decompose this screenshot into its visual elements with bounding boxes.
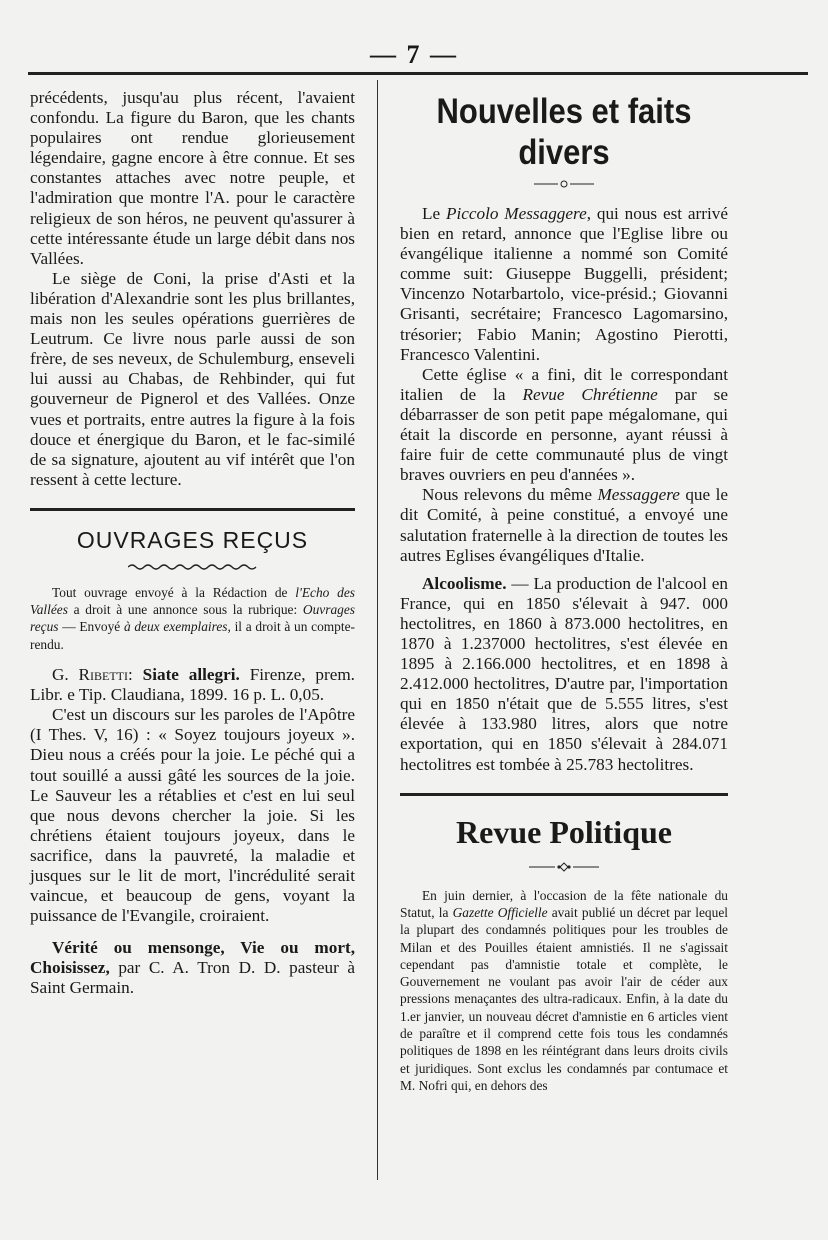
page-number: — 7 — — [370, 40, 458, 69]
entry-ribetti-heading: G. Ribetti: Siate allegri. Firenze, prem. Libr. e Tip. Claudiana, 1899. 16 p. L. 0,05. — [30, 665, 355, 705]
ouvrages-notice: Tout ouvrage envoyé à la Rédaction de l'Echo des Vallées a droit à une annonce sous la rubrique: Ouvrages reçus — Envoyé à deux exemplaires, il a droit à un compte-rendu. — [30, 584, 355, 652]
left-column — [30, 88, 355, 999]
section-rule — [400, 793, 728, 796]
dot-ornament-icon — [400, 859, 728, 877]
revue-politique-text: En juin dernier, à l'occasion de la fête nationale du Statut, la Gazette Officielle avait publié un décret par lequel la plupart des condamnés politiques pour les troubles de Milan et des Pouilles étaient amnistiés. Il ne s'agissait cependant pas d'amnistie totale et complète, le Gouvernement ne voulant pas avoir l'air de céder aux pressions menaçantes des ultra-radicaux. Enfin, à la date du 1.er janvier, un nouveau décret d'amnistie en 6 articles vient de paraître et il comprend cette fois tous les condamnés politiques de 1898 en les réintégrant dans leurs droits civils et juridiques. Sont exclus les condamnés par contumace et M. Nofri qui, en dehors des — [400, 887, 728, 1093]
nouvelles-title: Nouvelles et faits divers — [436, 90, 692, 173]
dash-ornament-icon — [400, 176, 728, 194]
news-alcoolisme: Alcoolisme. — La production de l'alcool en France, qui en 1850 s'élevait à 947. 000 hectolitres, en 1860 à 873.000 hectolitres, en 1870 à 1.237000 hectolitres, s'est élevée en 1895 à 2.166.000 hectolitres, et en 1898 à 2.412.000 hectolitres, D'autre par, l'importation qui en 1850 n'était que de 5.555 litres, s'est élevée à 133.980 litres, alors que notre exportation, qui en 1850 s'élevait à 284.071 hectolitres est tombée à 25.783 hectolitres. — [400, 573, 728, 774]
entry-ribetti-text: C'est un discours sur les paroles de l'Apôtre (I Thes. V, 16) : « Soyez toujours joyeux ». Dieu nous a créés pour la joie. Le péché qui a tout souillé a aussi gâté les sources de la joie. Le Sauveur les a rétablies et c'est en lui seul que nous devons chercher la joie. Si les chrétiens étaient toujours joyeux, dans le sacrifice, dans la pauvreté, la maladie et jusques sur le lit de mort, l'incrédulité serait vaincue, et beaucoup de gens, voyant la puissance de l'Evangile, croiraient. — [30, 705, 355, 926]
entry-tron: Vérité ou mensonge, Vie ou mort, Choisissez, par C. A. Tron D. D. pasteur à Saint Germain. — [30, 938, 355, 998]
right-column — [400, 88, 728, 1094]
column-divider — [377, 80, 378, 1180]
wave-ornament-icon — [128, 562, 258, 572]
siege-paragraph: Le siège de Coni, la prise d'Asti et la libération d'Alexandrie sont les plus brillantes, mais non les seules opérations guerrières de Leutrum. Ce livre nous parle aussi de son frère, de ses neveux, de Schulemburg, enseveli lui aussi au Chabas, de Rehbinder, qui fut gouverneur de Pignerol et des Vallées. Onze vues et portraits, entre autres la figure à la fois douce et énergique du Baron, et le fac-similé de sa signature, ajoutent au vif intérêt que l'on ressent à cette lecture. — [30, 268, 355, 489]
news-messaggere: Nous relevons du même Messaggere que le dit Comité, à peine constitué, a envoyé une salutation fraternelle à la direction de toutes les autres Eglises évangéliques d'Italie. — [400, 485, 728, 565]
revue-politique-title: Revue Politique — [456, 813, 672, 850]
news-eglise: Cette église « a fini, dit le correspondant italien de la Revue Chrétienne par se débarrasser de son petit pape mégalomane, qui était la discorde en personne, ayant réussi à faire fuir de cette communauté plus de vingt braves ouvriers en peu d'années ». — [400, 364, 728, 485]
news-piccolo: Le Piccolo Messaggere, qui nous est arrivé bien en retard, annonce que l'Eglise libre ou évangélique italienne a nommé son Comité comme suit: Giuseppe Buggelli, président; Vincenzo Notarbartolo, vice-présid.; Giovanni Grisanti, secrétaire; Francesco Lagomarsino, trésorier; Fabio Manin; Agostino Pierotti, Francesco Valentini. — [400, 204, 728, 364]
ouvrages-title: OUVRAGES REÇUS — [76, 526, 309, 553]
header-rule — [28, 72, 808, 75]
section-rule — [30, 508, 355, 511]
intro-paragraph: précédents, jusqu'au plus récent, l'avaient confondu. La figure du Baron, que les chants populaires ont rendue glorieusement légendaire, gagne encore à être connue. Et ses constantes attaches avec notre peuple, et l'admiration que montre l'A. pour le caractère religieux de son héros, ne peuvent qu'assurer à cette intéressante étude un large débit dans nos Vallées. — [30, 88, 355, 268]
